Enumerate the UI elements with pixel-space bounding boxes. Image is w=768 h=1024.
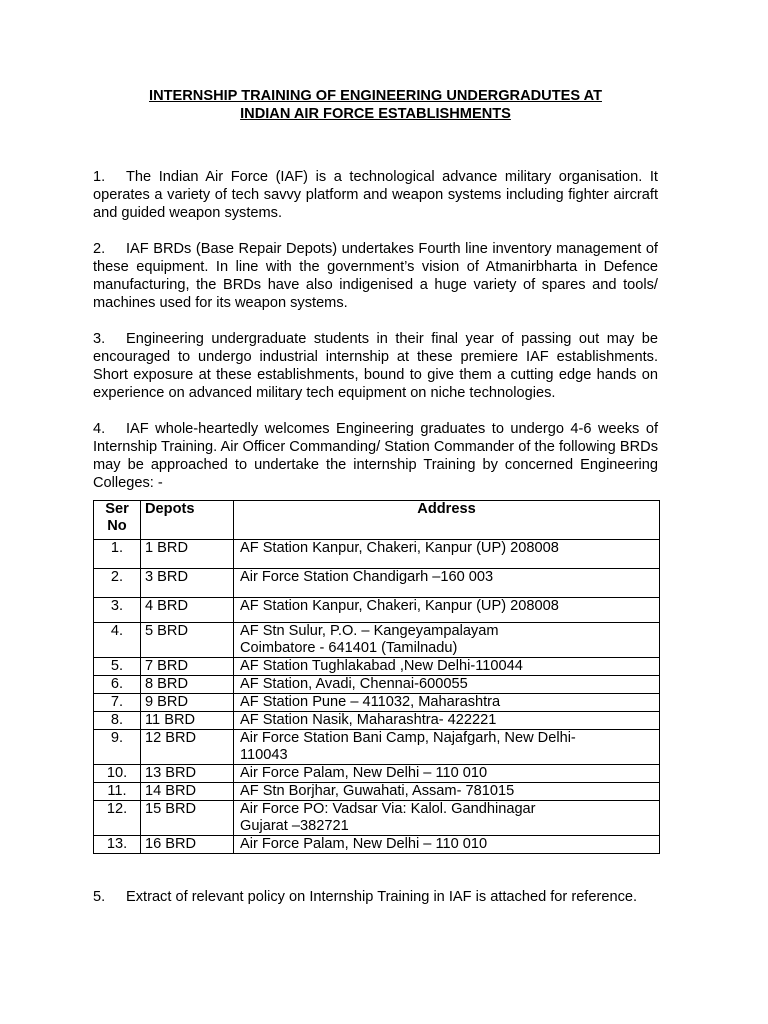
table-row bbox=[94, 676, 660, 694]
cell-ser-no: 2. bbox=[94, 569, 141, 598]
table-row bbox=[94, 765, 660, 783]
table-row bbox=[94, 801, 660, 836]
address-line-1: AF Station Pune – 411032, Maharashtra bbox=[240, 694, 501, 710]
cell-ser-no: 7. bbox=[94, 694, 141, 712]
cell-address bbox=[234, 676, 660, 694]
address-line-1: AF Station, Avadi, Chennai-600055 bbox=[240, 676, 468, 692]
paragraph-number: 3. bbox=[93, 331, 106, 347]
address-line-1: AF Station Kanpur, Chakeri, Kanpur (UP) 208008 bbox=[240, 540, 559, 556]
cell-address bbox=[234, 783, 660, 801]
cell-depot: 8 BRD bbox=[141, 676, 234, 694]
table-row bbox=[94, 712, 660, 730]
cell-depot: 1 BRD bbox=[141, 540, 234, 569]
cell-address bbox=[234, 694, 660, 712]
cell-ser-no: 1. bbox=[94, 540, 141, 569]
cell-ser-no: 6. bbox=[94, 676, 141, 694]
table-row bbox=[94, 623, 660, 658]
table-row bbox=[94, 836, 660, 854]
cell-address bbox=[234, 765, 660, 783]
cell-address bbox=[234, 801, 660, 836]
cell-depot: 16 BRD bbox=[141, 836, 234, 854]
paragraph-2 bbox=[93, 240, 658, 312]
header-ser-no: Ser No bbox=[94, 501, 141, 540]
table-row bbox=[94, 783, 660, 801]
address-line-1: Air Force Station Bani Camp, Najafgarh, New Delhi- bbox=[240, 730, 576, 746]
cell-address bbox=[234, 836, 660, 854]
address-line-1: AF Station Kanpur, Chakeri, Kanpur (UP) 208008 bbox=[240, 598, 559, 614]
cell-address bbox=[234, 658, 660, 676]
paragraph-1 bbox=[93, 168, 658, 222]
title-line-2: INDIAN AIR FORCE ESTABLISHMENTS bbox=[240, 106, 511, 122]
address-line-2: Coimbatore - 641401 (Tamilnadu) bbox=[240, 640, 458, 656]
cell-ser-no: 13. bbox=[94, 836, 141, 854]
cell-depot: 9 BRD bbox=[141, 694, 234, 712]
paragraph-text: Extract of relevant policy on Internship Training in IAF is attached for reference. bbox=[126, 889, 638, 905]
table-row bbox=[94, 694, 660, 712]
table-header-row bbox=[94, 501, 660, 540]
cell-ser-no: 8. bbox=[94, 712, 141, 730]
title-line-1: INTERNSHIP TRAINING OF ENGINEERING UNDERGRADUTES AT bbox=[149, 88, 602, 104]
paragraph-4 bbox=[93, 420, 658, 492]
address-line-1: AF Stn Sulur, P.O. – Kangeyampalayam bbox=[240, 623, 499, 639]
table-row bbox=[94, 658, 660, 676]
table-row bbox=[94, 730, 660, 765]
cell-address bbox=[234, 569, 660, 598]
address-line-1: AF Station Nasik, Maharashtra- 422221 bbox=[240, 712, 497, 728]
cell-depot: 12 BRD bbox=[141, 730, 234, 765]
cell-depot: 14 BRD bbox=[141, 783, 234, 801]
brd-address-table bbox=[93, 500, 660, 854]
paragraph-text: Engineering undergraduate students in their final year of passing out may be encouraged to undergo industrial internship at these premiere IAF establishments. Short exposure at these establishments, bound to give them a cutting edge hands on experience on advanced military tech equipment on niche technologies. bbox=[93, 331, 658, 401]
cell-depot: 15 BRD bbox=[141, 801, 234, 836]
address-line-1: Air Force Station Chandigarh –160 003 bbox=[240, 569, 494, 585]
page-title bbox=[93, 87, 658, 123]
cell-ser-no: 3. bbox=[94, 598, 141, 623]
cell-ser-no: 11. bbox=[94, 783, 141, 801]
address-line-1: Air Force Palam, New Delhi – 110 010 bbox=[240, 836, 488, 852]
address-line-1: Air Force Palam, New Delhi – 110 010 bbox=[240, 765, 488, 781]
paragraph-number: 4. bbox=[93, 421, 106, 437]
paragraph-text: IAF BRDs (Base Repair Depots) undertakes Fourth line inventory management of these equipment. In line with the government’s vision of Atmanirbharta in Defence manufacturing, the BRDs have also indigenised a huge variety of spares and tools/ machines used for its weapon systems. bbox=[93, 241, 658, 311]
paragraph-text: The Indian Air Force (IAF) is a technological advance military organisation. It operates a variety of tech savvy platform and weapon systems including fighter aircraft and guided weapon systems. bbox=[93, 169, 658, 221]
paragraph-number: 2. bbox=[93, 241, 106, 257]
header-depots: Depots bbox=[141, 501, 234, 540]
table-row bbox=[94, 540, 660, 569]
address-line-2: 110043 bbox=[240, 747, 288, 763]
cell-depot: 4 BRD bbox=[141, 598, 234, 623]
cell-ser-no: 10. bbox=[94, 765, 141, 783]
cell-address bbox=[234, 623, 660, 658]
table-row bbox=[94, 569, 660, 598]
cell-ser-no: 12. bbox=[94, 801, 141, 836]
cell-address bbox=[234, 712, 660, 730]
address-line-1: AF Stn Borjhar, Guwahati, Assam- 781015 bbox=[240, 783, 515, 799]
address-line-1: Air Force PO: Vadsar Via: Kalol. Gandhinagar bbox=[240, 801, 536, 817]
cell-address bbox=[234, 598, 660, 623]
cell-depot: 3 BRD bbox=[141, 569, 234, 598]
paragraph-3 bbox=[93, 330, 658, 402]
cell-address bbox=[234, 730, 660, 765]
cell-address bbox=[234, 540, 660, 569]
header-address: Address bbox=[234, 501, 660, 540]
cell-depot: 11 BRD bbox=[141, 712, 234, 730]
paragraph-number: 5. bbox=[93, 889, 106, 905]
paragraph-text: IAF whole-heartedly welcomes Engineering graduates to undergo 4-6 weeks of Internship Training. Air Officer Commanding/ Station Commander of the following BRDs may be approached to undertake the internship Training by concerned Engineering Colleges: - bbox=[93, 421, 658, 491]
address-line-2: Gujarat –382721 bbox=[240, 818, 349, 834]
paragraph-number: 1. bbox=[93, 169, 106, 185]
cell-depot: 5 BRD bbox=[141, 623, 234, 658]
cell-ser-no: 5. bbox=[94, 658, 141, 676]
address-line-1: AF Station Tughlakabad ,New Delhi-110044 bbox=[240, 658, 523, 674]
cell-depot: 13 BRD bbox=[141, 765, 234, 783]
cell-depot: 7 BRD bbox=[141, 658, 234, 676]
cell-ser-no: 4. bbox=[94, 623, 141, 658]
cell-ser-no: 9. bbox=[94, 730, 141, 765]
paragraph-5 bbox=[93, 888, 658, 906]
table-row bbox=[94, 598, 660, 623]
